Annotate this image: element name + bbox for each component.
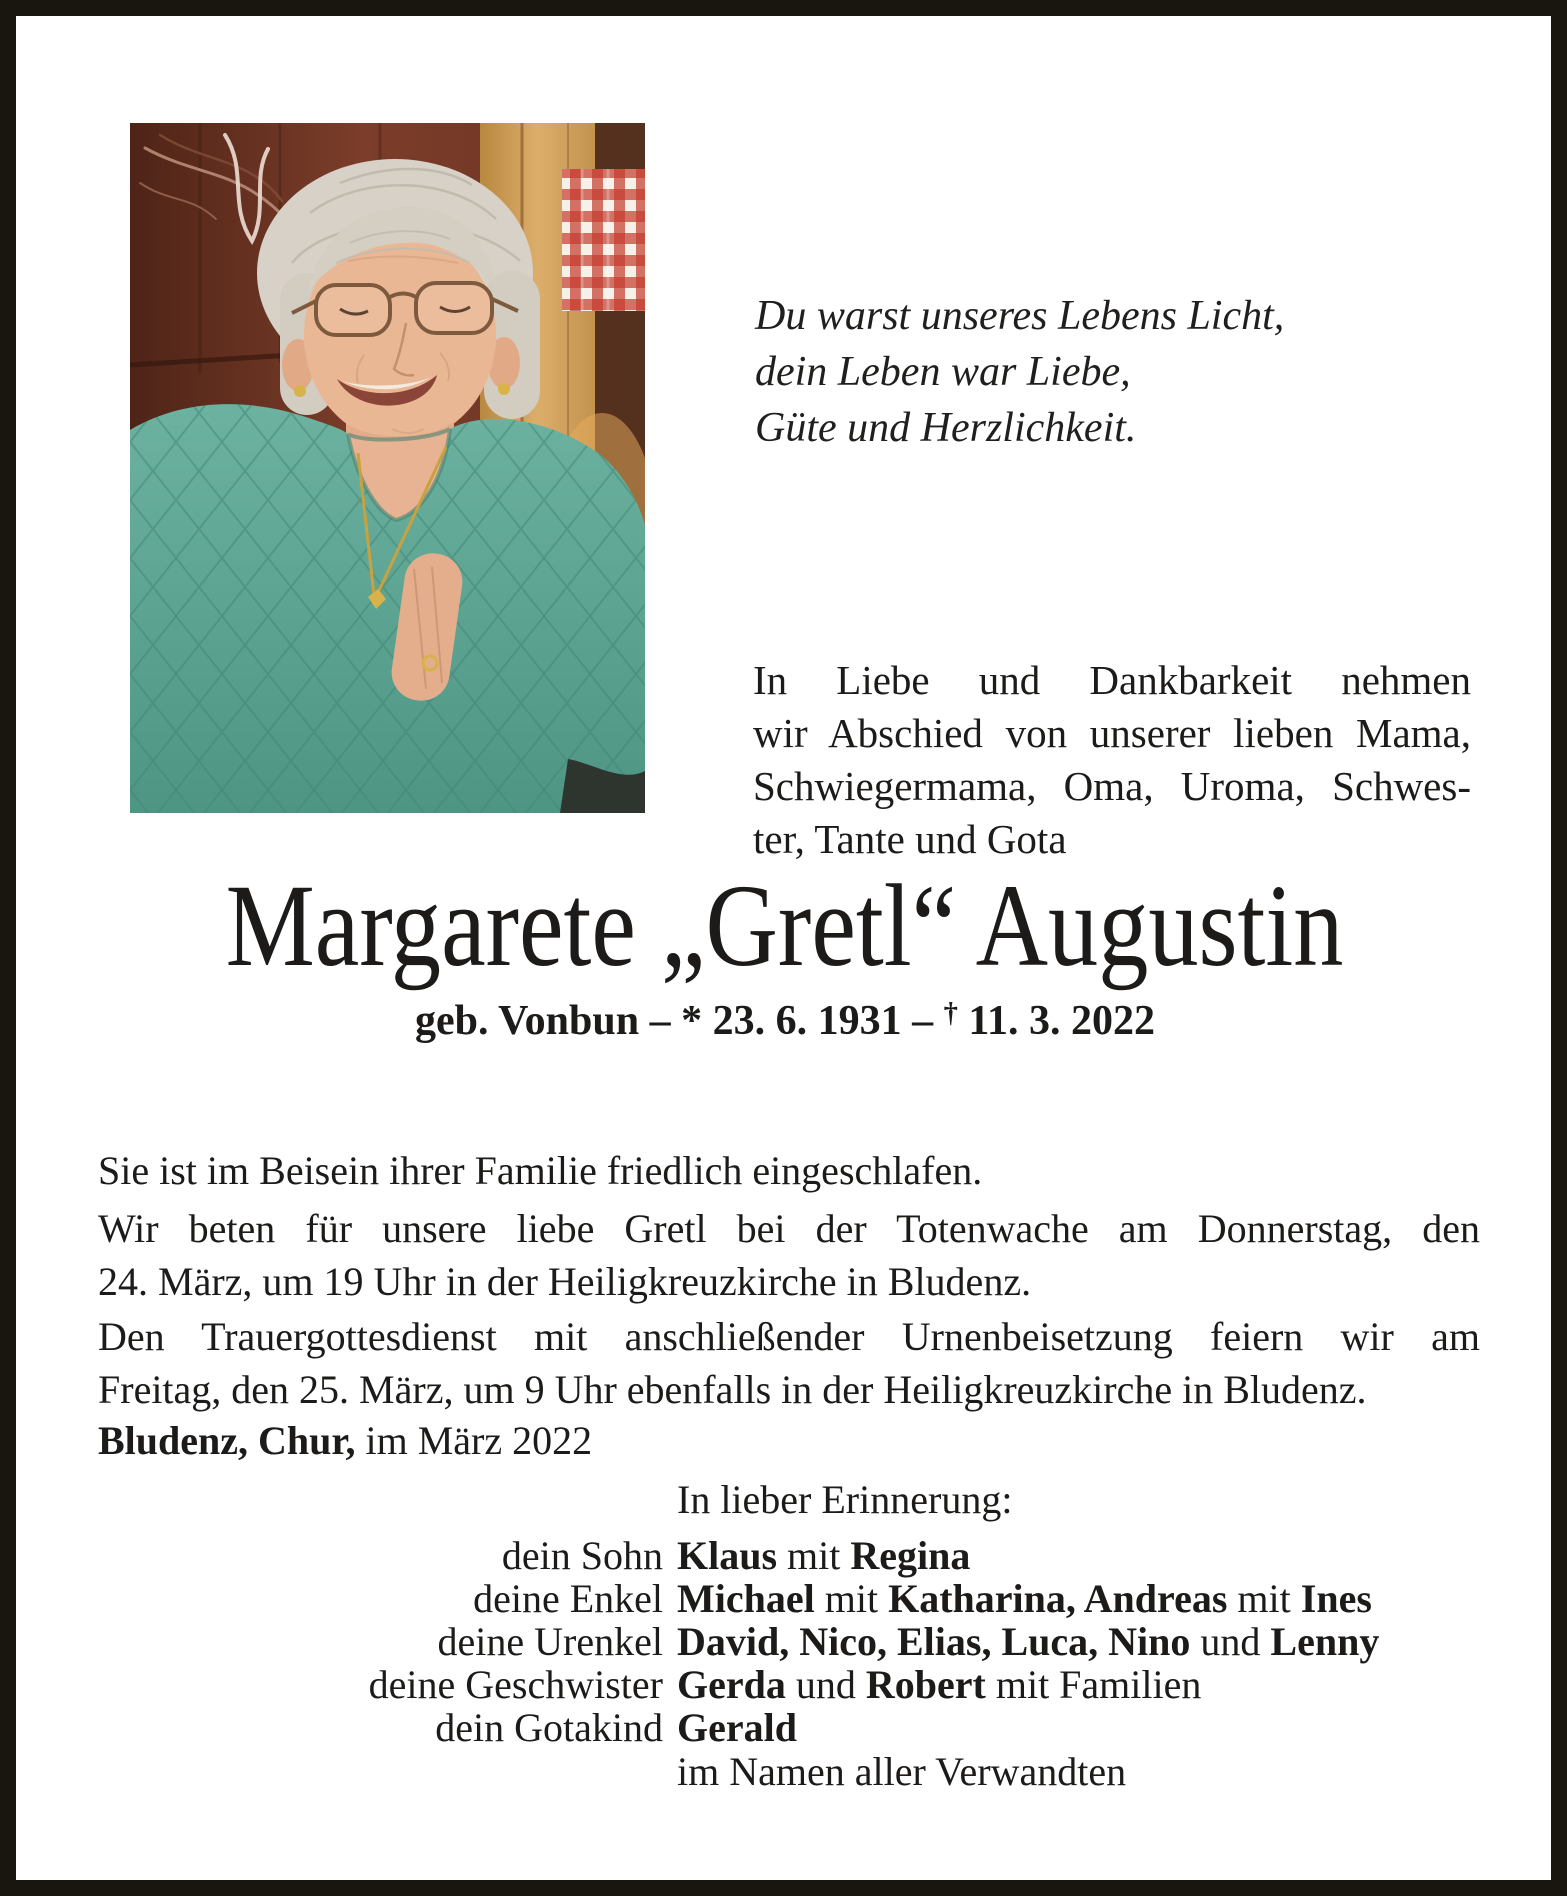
photo-earring: [498, 383, 510, 395]
relative-name: Robert: [865, 1662, 986, 1707]
deceased-name-text: Margarete „Gretl“ Augustin: [226, 860, 1344, 991]
wake-line: Wir beten für unsere liebe Gretl bei der Totenwache am Donnerstag, den: [98, 1206, 1480, 1251]
portrait-photo: [130, 123, 645, 813]
relative-names: [677, 1620, 1379, 1663]
deceased-name: [95, 860, 1475, 991]
relative-name: Michael: [677, 1576, 815, 1621]
death-date: 11. 3. 2022: [957, 998, 1156, 1044]
connector-text: mit: [777, 1533, 851, 1578]
relation-label: dein Gotakind: [435, 1705, 663, 1750]
quote-line: Güte und Herzlichkeit.: [755, 405, 1137, 451]
quote-line: Du warst unseres Lebens Licht,: [755, 293, 1285, 339]
remembrance-row: [98, 1706, 1518, 1749]
relation-label: deine Geschwister: [368, 1662, 663, 1707]
relative-name: Lenny: [1270, 1619, 1380, 1664]
farewell-line: Schwiegermama, Oma, Uroma, Schwes-: [753, 763, 1471, 809]
relative-name: Katharina, Andreas: [888, 1576, 1228, 1621]
month-year: im März 2022: [355, 1418, 593, 1463]
remembrance-row: [98, 1577, 1518, 1620]
relative-names: [677, 1577, 1372, 1620]
dagger-symbol: †: [943, 998, 958, 1030]
farewell-line: In Liebe und Dankbarkeit nehmen: [753, 657, 1471, 703]
birth-info: geb. Vonbun – * 23. 6. 1931 –: [414, 998, 944, 1044]
connector-text: mit: [1227, 1576, 1301, 1621]
funeral-announcement: [98, 1310, 1480, 1416]
relative-name: Regina: [850, 1533, 971, 1578]
farewell-paragraph: [753, 654, 1471, 866]
remembrance-row: [98, 1620, 1518, 1663]
quote-line: dein Leben war Liebe,: [755, 349, 1131, 395]
photo-gingham-curtain: [562, 169, 645, 311]
relation-label: deine Enkel: [473, 1576, 663, 1621]
wake-line: 24. März, um 19 Uhr in der Heiligkreuzkirche in Bludenz.: [98, 1259, 1032, 1304]
place-names: Bludenz, Chur,: [98, 1418, 356, 1463]
relative-name: Gerald: [677, 1705, 797, 1750]
portrait-illustration: [130, 123, 645, 813]
funeral-line: Den Trauergottesdienst mit anschließender Urnenbeisetzung feiern wir am: [98, 1314, 1480, 1359]
wake-announcement: [98, 1202, 1480, 1308]
remembrance-row: [98, 1663, 1518, 1706]
relative-name: Gerda: [677, 1662, 786, 1707]
remembrance-heading: In lieber Erinnerung:: [677, 1477, 1013, 1522]
memorial-quote: [755, 288, 1284, 456]
farewell-line: ter, Tante und Gota: [753, 816, 1067, 862]
remembrance-row: [98, 1534, 1518, 1577]
relative-name: Ines: [1300, 1576, 1372, 1621]
photo-earring: [294, 385, 306, 397]
connector-text: mit: [814, 1576, 889, 1621]
place-date-line: [98, 1414, 1480, 1467]
connector-text: mit Familien: [985, 1662, 1202, 1707]
relation-label: dein Sohn: [501, 1533, 663, 1578]
relative-names: [677, 1663, 1201, 1706]
remembrance-footer: im Namen aller Verwandten: [677, 1749, 1127, 1794]
relation-label: deine Urenkel: [437, 1619, 663, 1664]
remembrance-list: [98, 1534, 1518, 1749]
relative-names: [677, 1534, 970, 1577]
relative-name: David, Nico, Elias, Luca, Nino: [677, 1619, 1191, 1664]
passing-sentence: Sie ist im Beisein ihrer Familie friedlich eingeschlafen.: [98, 1148, 983, 1193]
connector-text: und: [785, 1662, 866, 1707]
connector-text: und: [1190, 1619, 1271, 1664]
funeral-line: Freitag, den 25. März, um 9 Uhr ebenfalls in der Heiligkreuzkirche in Bludenz.: [98, 1367, 1367, 1412]
relative-name: Klaus: [677, 1533, 778, 1578]
farewell-line: wir Abschied von unserer lieben Mama,: [753, 710, 1471, 756]
life-dates: [95, 998, 1475, 1049]
relative-names: [677, 1706, 797, 1749]
